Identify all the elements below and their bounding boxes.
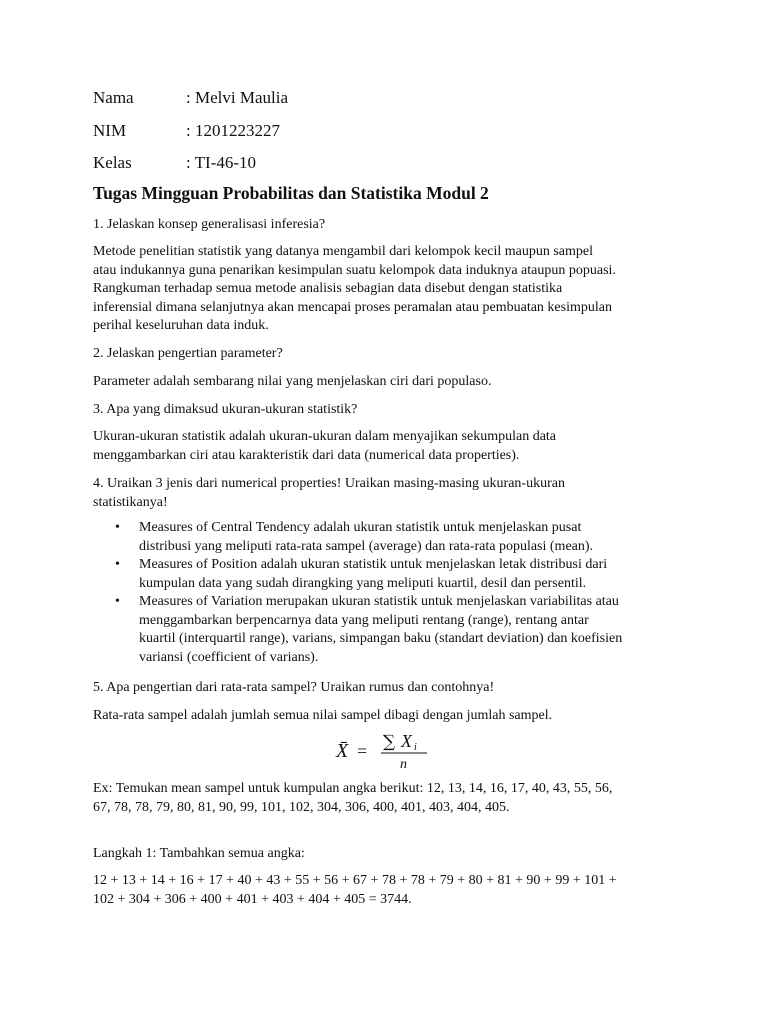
name-row xyxy=(93,88,288,108)
answer-1-line: inferensial dimana selanjutnya akan mencapai proses peramalan atau pembuatan kesimpulan xyxy=(93,299,612,315)
answer-5: Rata-rata sampel adalah jumlah semua nilai sampel dibagi dengan jumlah sampel. xyxy=(93,708,553,723)
list-item xyxy=(93,556,683,593)
answer-1-line: Rangkuman terhadap semua metode analisis sebagian data disebut dengan statistika xyxy=(93,281,563,296)
bullet-icon: • xyxy=(115,557,120,572)
name-label: Nama xyxy=(93,88,134,107)
list-item-line: Measures of Variation merupakan ukuran statistik untuk menjelaskan variabilitas atau xyxy=(139,594,619,609)
list-item xyxy=(93,593,683,667)
name-value: : Melvi Maulia xyxy=(186,88,288,107)
nim-row xyxy=(93,121,280,141)
question-4-line: 4. Uraikan 3 jenis dari numerical properties! Uraikan masing-masing ukuran-ukuran xyxy=(93,476,565,491)
question-4 xyxy=(93,475,683,512)
answer-3-line: Ukuran-ukuran statistik adalah ukuran-ukuran dalam menyajikan sekumpulan data xyxy=(93,429,557,444)
list-item-line: kumpulan data yang sudah dirangking yang meliputi kuartil, desil dan persentil. xyxy=(139,575,587,591)
numerical-properties-list xyxy=(93,519,683,667)
list-item-line: distribusi yang meliputi rata-rata sampel (average) dan rata-rata populasi (mean). xyxy=(139,538,594,554)
list-item-line: kuartil (interquartil range), varians, simpangan baku (standart deviation) dan koefisien xyxy=(139,631,623,646)
question-4-line: statistikanya! xyxy=(93,494,168,510)
question-5: 5. Apa pengertian dari rata-rata sampel? Uraikan rumus dan contohnya! xyxy=(93,680,495,695)
formula-sum-symbol: ∑ xyxy=(383,732,396,752)
answer-1 xyxy=(93,243,683,336)
formula-numerator-var: X xyxy=(401,731,412,751)
formula-numerator-sub: i xyxy=(414,742,417,753)
step-1-heading: Langkah 1: Tambahkan semua angka: xyxy=(93,846,305,861)
class-row xyxy=(93,153,256,173)
sample-mean-formula xyxy=(333,730,443,772)
bullet-icon: • xyxy=(115,520,120,535)
answer-1-line: perihal keseluruhan data induk. xyxy=(93,318,269,333)
answer-3 xyxy=(93,428,683,465)
example-line: 67, 78, 78, 79, 80, 81, 90, 99, 101, 102, 304, 306, 400, 401, 403, 404, 405. xyxy=(93,799,510,815)
answer-2: Parameter adalah sembarang nilai yang menjelaskan ciri dari populaso. xyxy=(93,374,492,389)
question-2: 2. Jelaskan pengertian parameter? xyxy=(93,346,283,361)
class-value: : TI-46-10 xyxy=(186,153,257,172)
document-title: Tugas Mingguan Probabilitas dan Statistika Modul 2 xyxy=(93,183,489,203)
list-item-line: Measures of Central Tendency adalah ukuran statistik untuk menjelaskan pusat xyxy=(139,520,582,535)
nim-value: : 1201223227 xyxy=(186,121,280,140)
list-item-line: Measures of Position adalah ukuran statistik untuk menjelaskan letak distribusi dari xyxy=(139,557,608,572)
list-item-line: variansi (coefficient of varians). xyxy=(139,649,319,665)
formula-denominator: n xyxy=(400,757,407,772)
bullet-icon: • xyxy=(115,594,120,609)
answer-3-line: menggambarkan ciri atau karakteristik dari data (numerical data properties). xyxy=(93,447,520,463)
list-item xyxy=(93,519,683,556)
example-line: Ex: Temukan mean sampel untuk kumpulan angka berikut: 12, 13, 14, 16, 17, 40, 43, 55, 56, xyxy=(93,781,613,796)
example-text xyxy=(93,780,683,817)
step-1-sum xyxy=(93,872,683,909)
answer-1-line: atau indukannya guna penarikan kesimpulan suatu kelompok data induknya ataupun popuasi. xyxy=(93,262,616,278)
list-item-line: menggambarkan berpencarnya data yang meliputi rentang (range), rentang antar xyxy=(139,612,589,628)
step-1-sum-line: 12 + 13 + 14 + 16 + 17 + 40 + 43 + 55 + 56 + 67 + 78 + 78 + 79 + 80 + 81 + 90 + 99 + 101 + xyxy=(93,873,617,888)
question-1: 1. Jelaskan konsep generalisasi inferesia? xyxy=(93,217,326,232)
step-1-sum-line: 102 + 304 + 306 + 400 + 401 + 403 + 404 + 405 = 3744. xyxy=(93,891,412,907)
question-3: 3. Apa yang dimaksud ukuran-ukuran statistik? xyxy=(93,402,358,417)
formula-equals: = xyxy=(357,741,368,761)
class-label: Kelas xyxy=(93,153,132,172)
answer-1-line: Metode penelitian statistik yang datanya mengambil dari kelompok kecil maupun sampel xyxy=(93,244,593,259)
formula-lhs: X̄ xyxy=(336,740,349,762)
nim-label: NIM xyxy=(93,121,127,140)
